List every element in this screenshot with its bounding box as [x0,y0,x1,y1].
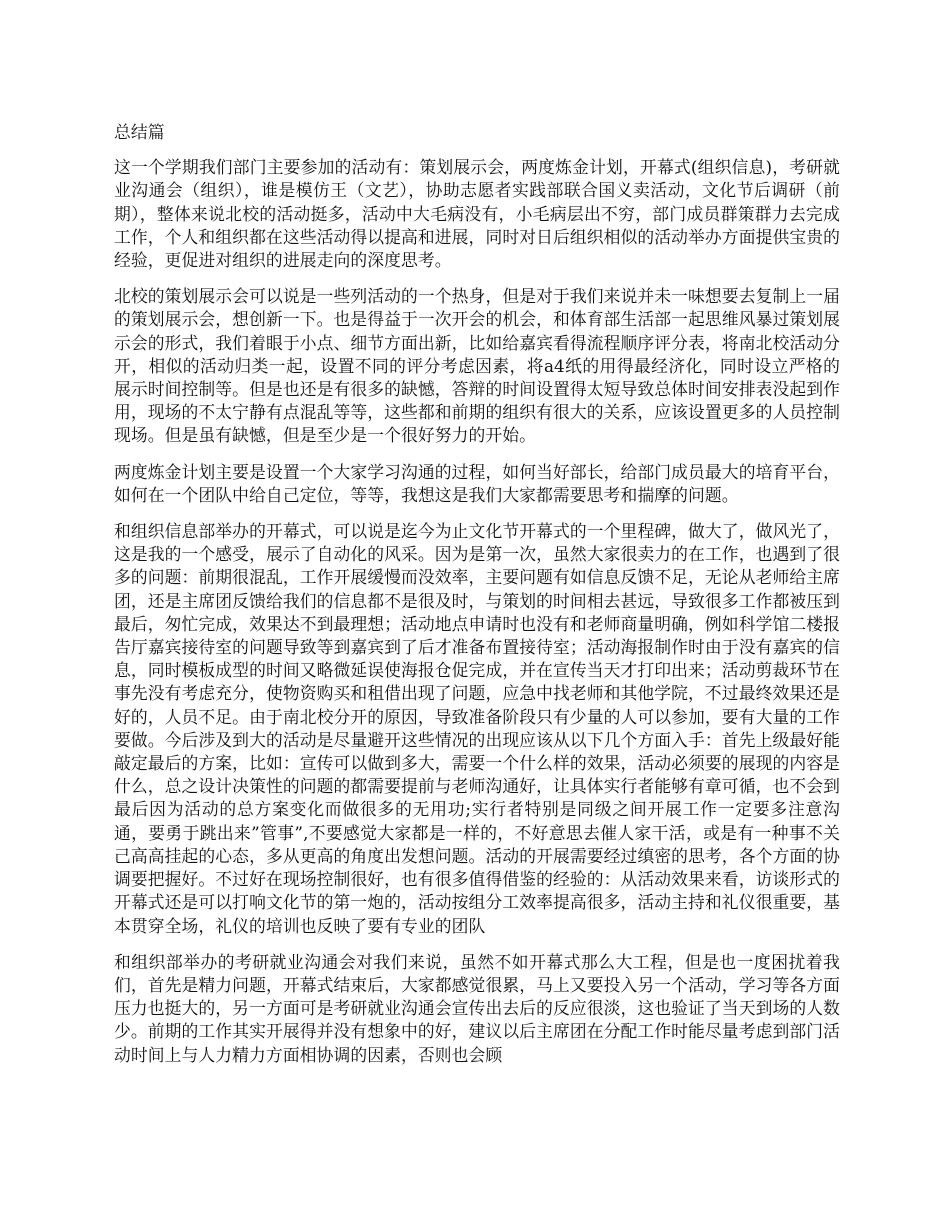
document-title: 总结篇 [114,122,165,142]
paragraph-career-meeting: 和组织部举办的考研就业沟通会对我们来说，虽然不如开幕式那么大工程，但是也一度困扰着我们，首先是精力问题，开幕式结束后，大家都感觉很累，马上又要投入另一个活动，学习等各方面压力也挺大的，另一方面可是考研就业沟通会宣传出去后的反应很淡，这也验证了当天到场的人数少。前期的工作其实开展得并没有想象中的好，建议以后主席团在分配工作时能尽量考虑到部门活动时间上与人力精力方面相协调的因素，否则也会顾 [114,951,840,1065]
document-page [114,121,840,1080]
paragraph-training-plan: 两度炼金计划主要是设置一个大家学习沟通的过程，如何当好部长，给部门成员最大的培育平台，如何在一个团队中给自己定位，等等，我想这是我们大家都需要思考和揣摩的问题。 [114,461,840,505]
paragraph-planning-showcase: 北校的策划展示会可以说是一些列活动的一个热身，但是对于我们来说并未一味想要去复制上一届的策划展示会，想创新一下。也是得益于一次开会的机会，和体育部生活部一起思维风暴过策划展示会的形式，我们着眼于小点、细节方面出新，比如给嘉宾看得流程顺序评分表，将南北校活动分开，相似的活动归类一起，设置不同的评分考虑因素，将a4纸的用得最经济化，同时设立严格的展示时间控制等。但是也还是有很多的缺憾，答辩的时间设置得太短导致总体时间安排表没起到作用，现场的不太宁静有点混乱等等，这些都和前期的组织有很大的关系，应该设置更多的人员控制现场。但是虽有缺憾，但是至少是一个很好努力的开始。 [114,286,840,446]
paragraph-semester-summary: 这一个学期我们部门主要参加的活动有：策划展示会，两度炼金计划，开幕式(组织信息)，考研就业沟通会（组织），谁是模仿王（文艺），协助志愿者实践部联合国义卖活动，文化节后调研（前期），整体来说北校的活动挺多，活动中大毛病没有，小毛病层出不穷，部门成员群策群力去完成工作，个人和组织都在这些活动得以提高和进展，同时对日后组织相似的活动举办方面提供宝贵的经验，更促进对组织的进展走向的深度思考。 [114,157,840,271]
paragraph-opening-ceremony: 和组织信息部举办的开幕式，可以说是迄今为止文化节开幕式的一个里程碑，做大了，做风光了，这是我的一个感受，展示了自动化的风采。因为是第一次，虽然大家很卖力的在工作，也遇到了很多的问题：前期很混乱，工作开展缓慢而没效率，主要问题有如信息反馈不足，无论从老师给主席团，还是主席团反馈给我们的信息都不是很及时，与策划的时间相去甚远，导致很多工作都被压到最后，匆忙完成，效果达不到最理想；活动地点申请时也没有和老师商量明确，例如科学馆二楼报告厅嘉宾接待室的问题导致等到嘉宾到了后才准备布置接待室；活动海报制作时由于没有嘉宾的信息，同时模板成型的时间又略微延误使海报仓促完成，并在宣传当天才打印出来；活动剪裁环节在事先没有考虑充分，使物资购买和租借出现了问题，应急中找老师和其他学院，不过最终效果还是好的，人员不足。由于南北校分开的原因，导致准备阶段只有少量的人可以参加，要有大量的工作要做。今后涉及到大的活动是尽量避开这些情况的出现应该从以下几个方面入手：首先上级最好能敲定最后的方案，比如：宣传可以做到多大，需要一个什么样的效果，活动必须要的展现的内容是什么，总之设计决策性的问题的都需要提前与老师沟通好，让具体实行者能够有章可循，也不会到最后因为活动的总方案变化而做很多的无用功;实行者特别是同级之间开展工作一定要多注意沟通，要勇于跳出来”管事”,不要感觉大家都是一样的，不好意思去催人家干活，或是有一种事不关己高高挂起的心态，多从更高的角度出发想问题。活动的开展需要经过缜密的思考，各个方面的协调要把握好。不过好在现场控制很好，也有很多值得借鉴的经验的：从活动效果来看，访谈形式的开幕式还是可以打响文化节的第一炮的，活动按组分工效率提高很多，活动主持和礼仪很重要，基本贯穿全场，礼仪的培训也反映了要有专业的团队 [114,521,840,936]
